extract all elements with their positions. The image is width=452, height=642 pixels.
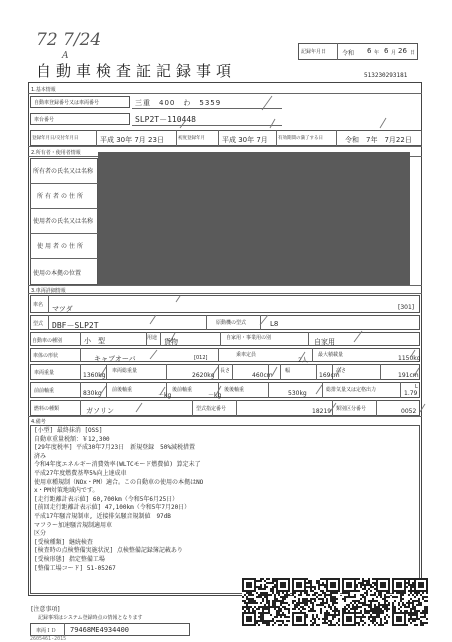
- engine-type-value: L8: [270, 320, 279, 328]
- body-shape-label: 車体の形状: [33, 353, 59, 359]
- gross-weight-label: 車両総重量: [112, 368, 138, 374]
- record-date-month: 6: [384, 47, 389, 55]
- height-value: 191cm: [398, 372, 419, 379]
- vehicle-weight-value: 1360kg: [83, 372, 106, 379]
- section1-header: 1.基本情報: [31, 87, 56, 93]
- section4-header: 4.備考: [31, 419, 46, 425]
- fuel-type-label: 燃料の種類: [34, 406, 60, 412]
- document-title: 自動車検査証記録事項: [36, 62, 237, 80]
- class-number-label: 類別区分番号: [336, 406, 367, 412]
- rear-front-axle-label: 後前軸重: [172, 387, 193, 393]
- remarks-line: 自動車重量税額：￥12,300: [34, 435, 110, 443]
- footer-code: 2605461-2015: [30, 636, 67, 642]
- registration-number-value: 三重 400 わ 5359: [135, 99, 222, 107]
- initial-registration-label: 初度登録年月: [178, 136, 205, 141]
- remarks-line: 平成17年騒音規制車, 近接排気騒音規制値 97dB: [34, 512, 171, 520]
- business-type-value: 自家用: [314, 338, 335, 346]
- body-shape-code: [012]: [194, 355, 208, 361]
- expiry-label: 有効期間の満了する日: [278, 136, 323, 141]
- registration-date-label: 登録年月日/交付年月日: [32, 136, 79, 141]
- maker-code: [301]: [398, 304, 415, 311]
- user-name-label: 使用者の氏名又は名称: [33, 218, 94, 225]
- use-value: 貨物: [164, 338, 178, 346]
- registration-date-value: 平成 30年 7月 23日: [100, 136, 164, 144]
- max-load-value: 1150kg: [398, 355, 421, 362]
- length-value: 460cm: [252, 372, 273, 379]
- remarks-line: x・PM対策地域内です。: [34, 487, 99, 495]
- use-label: 用途: [147, 335, 158, 341]
- remarks-line: 使用車種規制（NOx・PM）適合。この自動車の使用の本拠はNO: [34, 478, 204, 486]
- owner-address-label: 所有者の住所: [37, 193, 86, 200]
- max-load-label: 最大積載量: [318, 352, 344, 358]
- remarks-line: [小型] 最終抹消 [OSS]: [34, 427, 103, 434]
- initial-registration-value: 平成 30年 7月: [222, 136, 268, 144]
- section3-header: 3.車両詳細情報: [31, 288, 66, 294]
- length-label: 長さ: [220, 368, 231, 374]
- remarks-line: 平成27年度燃費基準5%向上達成車: [34, 469, 127, 477]
- displacement-unit: L: [415, 384, 418, 390]
- handwritten-note: 72 7/24: [36, 30, 102, 50]
- remarks-line: [検査時の点検整備実施状況] 点検整備記録簿記載あり: [34, 547, 183, 555]
- section2-header: 2.所有者・使用者情報: [31, 150, 81, 156]
- record-date-era: 令和: [342, 50, 355, 57]
- chassis-number-label: 車台番号: [34, 117, 55, 123]
- type-value: DBF－SLP2T: [52, 321, 99, 330]
- capacity-value: 2人: [298, 357, 308, 364]
- remarks-line: [受検形態] 指定整備工場: [34, 555, 105, 563]
- gross-weight-value: 2620kg: [192, 372, 215, 379]
- type-designation-value: 18219: [312, 408, 332, 415]
- remarks-line: 令和4年度エネルギー消費効率(WLTCモード燃費値) 算定未了: [34, 461, 201, 469]
- base-location-label: 使用の本拠の位置: [33, 270, 82, 277]
- notice-header: [注意事項]: [31, 606, 60, 613]
- remarks-line: [走行距離計表示値] 60,700km（令和5年6月25日）: [34, 495, 179, 503]
- rear-rear-axle-label: 後後軸重: [224, 387, 245, 393]
- fuel-type-value: ガソリン: [86, 407, 114, 415]
- width-label: 幅: [285, 368, 291, 374]
- remarks-line: [整備工場コード] 51-05267: [34, 564, 116, 572]
- remarks-line: [前回走行距離計表示値] 47,100km（令和5年7月20日）: [34, 504, 191, 512]
- type-designation-label: 型式指定番号: [196, 406, 227, 412]
- front-front-axle-label: 前前軸重: [34, 388, 55, 394]
- expiry-value: 令和 7年 7月22日: [345, 136, 412, 144]
- body-shape-value: キャブオーバ: [94, 355, 136, 363]
- notice-text: 記録事項はシステム登録時点の情報となります: [38, 615, 143, 621]
- capacity-label: 乗車定員: [236, 352, 257, 358]
- vehicle-id-value: 79468ME4934400: [70, 626, 130, 634]
- type-label: 型式: [33, 321, 44, 327]
- width-value: 169cm: [319, 372, 340, 379]
- remarks-line: [受検種類] 継続検査: [34, 538, 93, 546]
- vehicle-weight-label: 車両重量: [34, 370, 55, 376]
- displacement-value: 1.79: [404, 390, 418, 397]
- displacement-label: 総排気量又は定格出力: [326, 387, 377, 393]
- business-type-label: 自家用・事業用の別: [226, 335, 272, 341]
- front-rear-axle-label: 前後軸重: [112, 387, 133, 393]
- remarks-line: 済み: [34, 452, 47, 460]
- engine-type-label: 原動機の型式: [216, 320, 247, 326]
- remarks-line: [29年度税率] 平成30年7月23日 新規登録 50%減税措置: [34, 444, 195, 452]
- remarks-line: 区分: [34, 530, 47, 538]
- vehicle-id-label: 車両ＩＤ: [36, 628, 57, 634]
- record-date-label: 記録年月日: [301, 49, 327, 55]
- vehicle-kind-value: 小 型: [84, 337, 105, 345]
- registration-number-label: 自動車登録番号又は車両番号: [34, 100, 100, 106]
- maker-value: マツダ: [52, 305, 73, 313]
- serial-number: 513230293181: [364, 72, 408, 79]
- chassis-number-value: SLP2T－110448: [135, 115, 196, 124]
- record-date-year: 6: [367, 47, 372, 55]
- remarks-line: マフラー加速騒音規制適用車: [34, 521, 113, 529]
- rear-rear-axle-value: 530kg: [288, 390, 307, 397]
- class-number-value: 0052: [401, 408, 417, 415]
- rear-front-axle-value: －kg: [208, 392, 222, 399]
- handwritten-mark: A: [62, 51, 69, 61]
- maker-label: 車名: [33, 302, 44, 308]
- record-date-day: 26: [398, 47, 407, 55]
- user-address-label: 使用者の住所: [37, 243, 86, 250]
- owner-name-label: 所有者の氏名又は名称: [33, 168, 94, 175]
- front-rear-axle-value: －kg: [158, 392, 172, 399]
- vehicle-kind-label: 自動車の種別: [32, 338, 63, 344]
- front-front-axle-value: 830kg: [83, 390, 102, 397]
- height-label: 高さ: [336, 368, 347, 374]
